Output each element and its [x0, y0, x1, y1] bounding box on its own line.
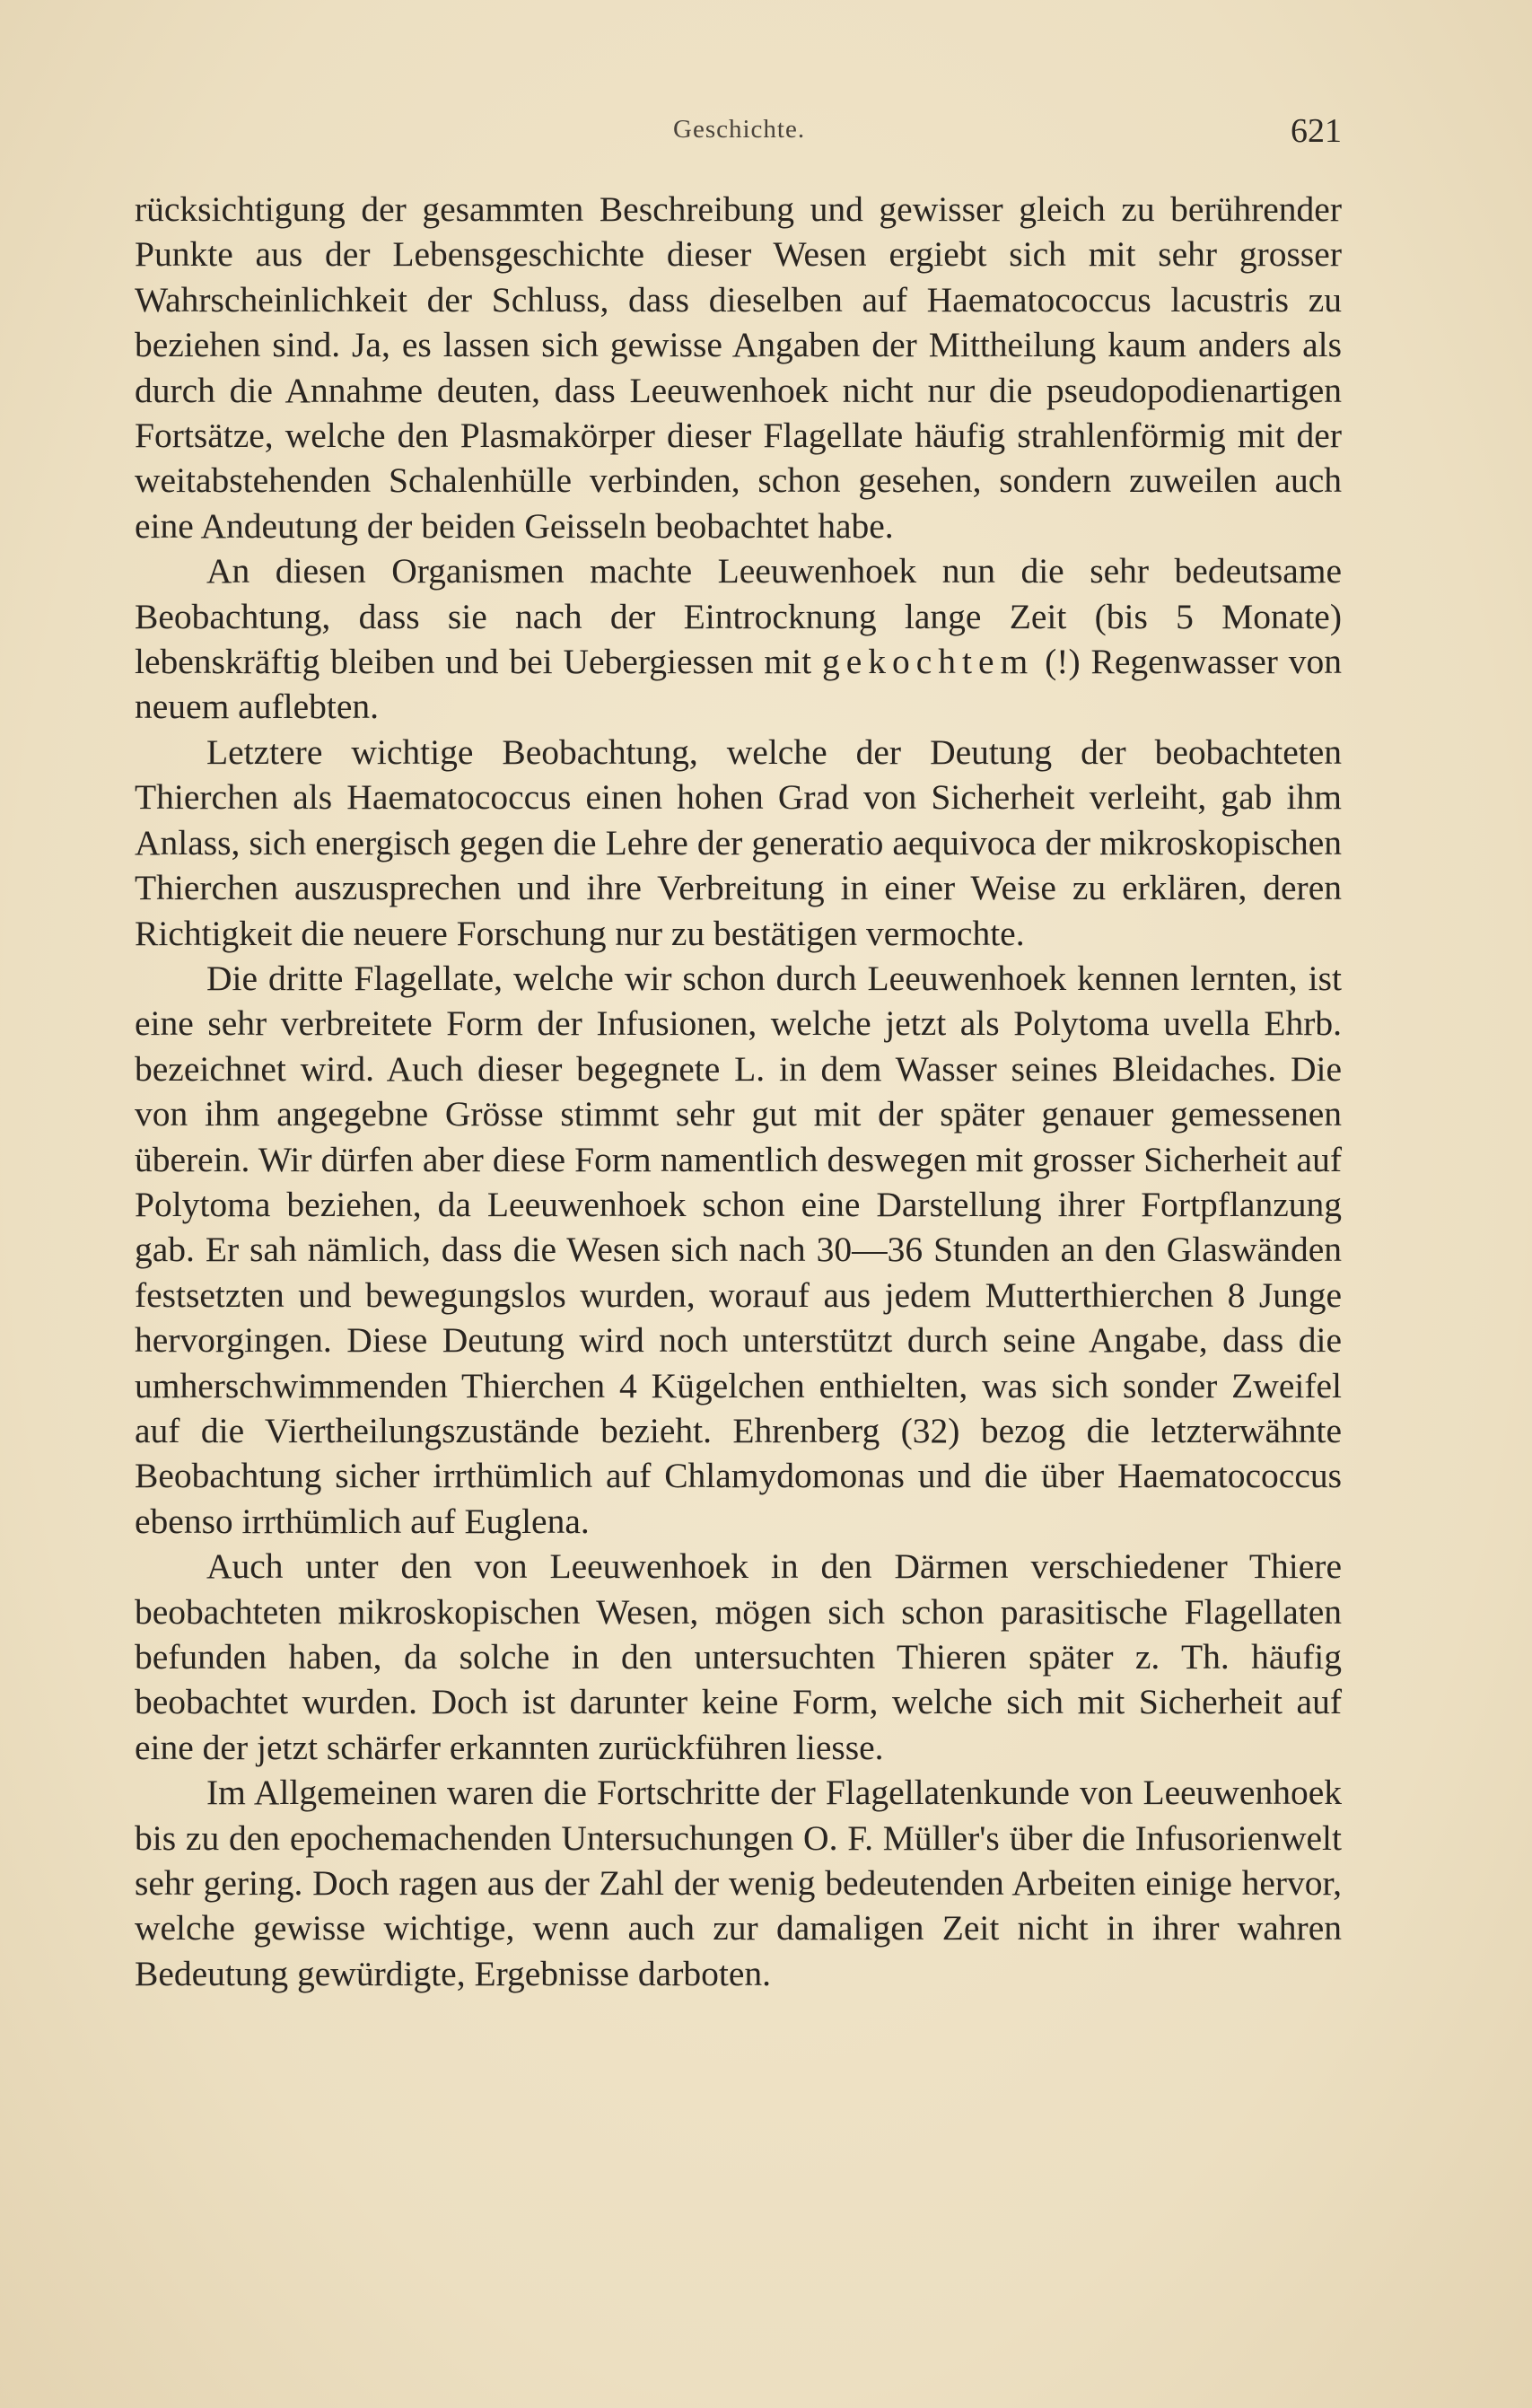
paragraph-6: Im Allgemeinen waren die Fortschritte der Flagellatenkunde von Leeuwenhoek bis zu den epochemachenden Untersuchungen O. F. Müller's über die Infusorienwelt sehr gering. Doch ragen aus der Zahl der wenig bedeutenden Arbeiten einige hervor, welche gewisse wichtige, wenn auch zur damaligen Zeit nicht in ihrer wahren Bedeutung gewürdigte, Ergebnisse darboten.	[135, 1773, 1342, 1993]
running-title: Geschichte.	[673, 115, 806, 144]
emphasized-word: gekochtem	[821, 642, 1035, 682]
paragraph-2-text-before: An diesen Organismen machte Leeuwenhoek nun die sehr bedeutsame Beobachtung, dass sie nach der Eintrocknung lange Zeit (bis 5 Monate) lebenskräftig bleiben und bei Uebergiessen mit	[135, 551, 1342, 682]
paragraph-5: Auch unter den von Leeuwenhoek in den Därmen verschiedener Thiere beobachteten mikroskopischen Wesen, mögen sich schon parasitische Flagellaten befunden haben, da solche in den untersuchten Thieren später z. Th. häufig beobachtet wurden. Doch ist darunter keine Form, welche sich mit Sicherheit auf eine der jetzt schärfer erkannten zurückführen liesse.	[135, 1546, 1342, 1767]
paragraph-3: Letztere wichtige Beobachtung, welche der Deutung der beobachteten Thierchen als Haematococcus einen hohen Grad von Sicherheit verleiht, gab ihm Anlass, sich energisch gegen die Lehre der generatio aequivoca der mikroskopischen Thierchen auszusprechen und ihre Verbreitung in einer Weise zu erklären, deren Richtigkeit die neuere Forschung nur zu bestätigen vermochte.	[135, 731, 1342, 953]
paragraph-1: rücksichtigung der gesammten Beschreibung und gewisser gleich zu berührender Punkte aus der Lebensgeschichte dieser Wesen ergiebt sich mit sehr grosser Wahrscheinlichkeit der Schluss, dass dieselben auf Haematococcus lacustris zu beziehen sind. Ja, es lassen sich gewisse Angaben der Mittheilung kaum anders als durch die Annahme deuten, dass Leeuwenhoek nicht nur die pseudopodienartigen Fortsätze, welche den Plasmakörper dieser Flagellate häufig strahlenförmig mit der weitabstehenden Schalenhülle verbinden, schon gesehen, sondern zuweilen auch eine Andeutung der beiden Geisseln beobachtet habe.	[135, 189, 1342, 546]
page-header	[135, 112, 1342, 169]
paragraph-2	[135, 548, 1342, 730]
page-number: 621	[1291, 112, 1342, 150]
body-text	[135, 187, 1342, 1996]
paragraph-2-text-after: (!) Regenwasser von neuem auflebten.	[135, 642, 1343, 727]
paragraph-4: Die dritte Flagellate, welche wir schon durch Leeuwenhoek kennen lernten, ist eine sehr verbreitete Form der Infusionen, welche jetzt als Polytoma uvella Ehrb. bezeichnet wird. Auch dieser begegnete L. in dem Wasser seines Bleidaches. Die von ihm angegebne Grösse stimmt sehr gut mit der später genauer gemessenen überein. Wir dürfen aber diese Form namentlich deswegen mit grosser Sicherheit auf Polytoma beziehen, da Leeuwenhoek schon eine Darstellung ihrer Fortpflanzung gab. Er sah nämlich, dass die Wesen sich nach 30—36 Stunden an den Glaswänden festsetzten und bewegungslos wurden, worauf aus jedem Mutterthierchen 8 Junge hervorgingen. Diese Deutung wird noch unterstützt durch seine Angabe, dass die umherschwimmenden Thierchen 4 Kügelchen enthielten, was sich sonder Zweifel auf die Viertheilungszustände bezieht. Ehrenberg (32) bezog die letzterwähnte Beobachtung sicher irrthümlich auf Chlamydomonas und die über Haematococcus ebenso irrthümlich auf Euglena.	[135, 958, 1342, 1541]
